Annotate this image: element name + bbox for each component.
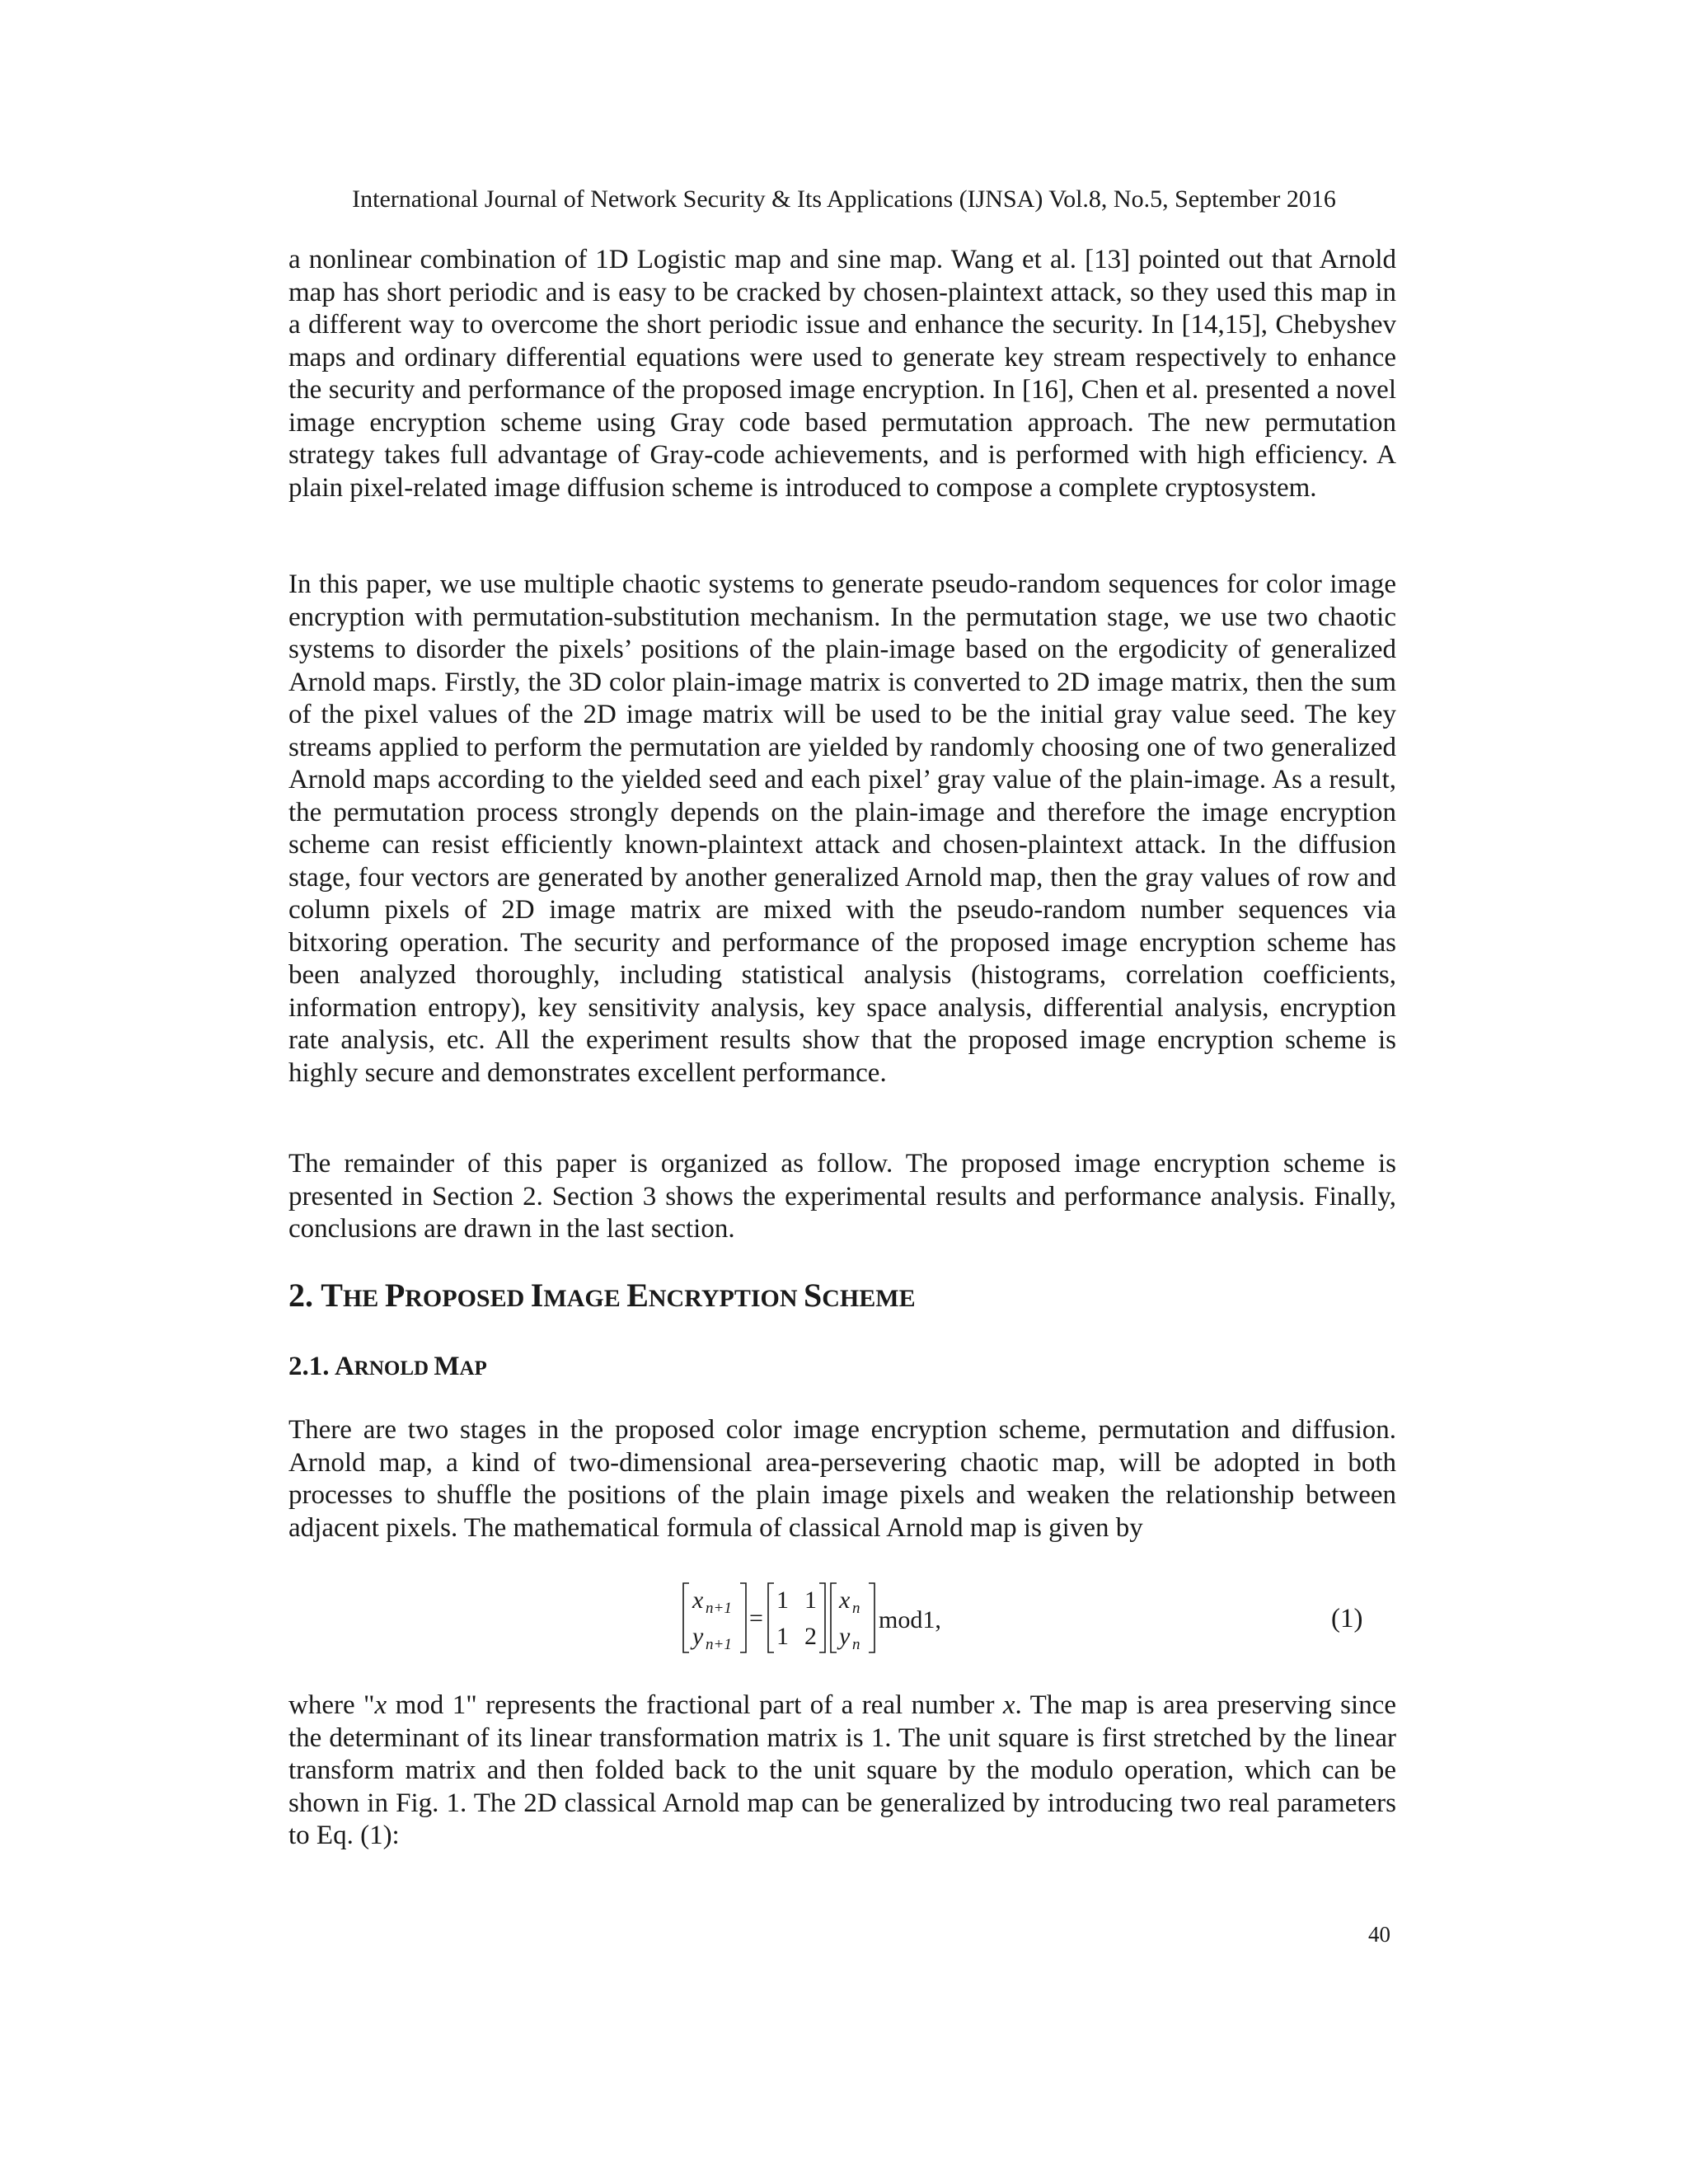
paragraph-arnold-explanation: where "x mod 1" represents the fractional part of a real number x. The map is area preserving since the determinant of its linear transformation matrix is 1. The unit square is first stretched by the linear transform matrix and then folded back to the unit square by the modulo operation, which can be shown in Fig. 1. The 2D classical Arnold map can be generalized by introducing two real parameters to Eq. (1): [288,1690,1396,1850]
paragraph-contribution: In this paper, we use multiple chaotic systems to generate pseudo-random sequences for color image encryption with permutation-substitution mechanism. In the permutation stage, we use two chaotic systems to disorder the pixels’ positions of the plain-image based on the ergodicity of generalized Arnold maps. Firstly, the 3D color plain-image matrix is converted to 2D image matrix, then the sum of the pixel values of the 2D image matrix will be used to be the initial gray value seed. The key streams applied to perform the permutation are yielded by randomly choosing one of two generalized Arnold maps according to the yielded seed and each pixel’ gray value of the plain-image. As a result, the permutation process strongly depends on the plain-image and therefore the image encryption scheme can resist efficiently known-plaintext attack and chosen-plaintext attack. In the diffusion stage, four vectors are generated by another generalized Arnold map, then the gray values of row and column pixels of 2D image matrix are mixed with the pseudo-random number sequences via bitxoring operation. The security and performance of the proposed image encryption scheme has been analyzed thoroughly, including statistical analysis (histograms, correlation coefficients, information entropy), key sensitivity analysis, key space analysis, differential analysis, encryption rate analysis, etc. All the experiment results show that the proposed image encryption scheme is highly secure and demonstrates excellent performance. [288,569,1396,1088]
rhs-y-symbol: y [839,1623,851,1650]
running-header: International Journal of Network Security & Its Applications (IJNSA) Vol.8, No.5, September 2016 [352,185,1336,213]
rhs-y-subscript: n [852,1636,860,1653]
page-number: 40 [1368,1922,1390,1947]
matrix-entry-12: 1 [804,1586,817,1614]
section-heading-2: 2. THE PROPOSED IMAGE ENCRYPTION SCHEME [288,1277,916,1314]
paragraph-arnold-intro: There are two stages in the proposed color image encryption scheme, permutation and diffusion. Arnold map, a kind of two-dimensional area-persevering chaotic map, will be adopted in both processes to shuffle the positions of the plain image pixels and weaken the relationship between adjacent pixels. The mathematical formula of classical Arnold map is given by [288,1415,1396,1543]
subsection-heading-2-1: 2.1. ARNOLD MAP [288,1352,487,1381]
rhs-x-subscript: n [852,1600,860,1617]
equation-1 [681,1577,978,1659]
lhs-x-symbol: x [692,1586,704,1614]
equals-sign: = [749,1605,763,1632]
mod-text: mod1, [879,1606,941,1633]
lhs-x-subscript: n+1 [706,1600,732,1617]
matrix-entry-22: 2 [804,1623,817,1650]
lhs-y-subscript: n+1 [706,1636,732,1653]
matrix-entry-11: 1 [776,1586,789,1614]
equation-number: (1) [1331,1604,1363,1633]
paragraph-related-work: a nonlinear combination of 1D Logistic map and sine map. Wang et al. [13] pointed out that Arnold map has short periodic and is easy to be cracked by chosen-plaintext attack, so they used this map in a different way to overcome the short periodic issue and enhance the security. In [14,15], Chebyshev maps and ordinary differential equations were used to generate key stream respectively to enhance the security and performance of the proposed image encryption. In [16], Chen et al. presented a novel image encryption scheme using Gray code based permutation approach. The new permutation strategy takes full advantage of Gray-code achievements, and is performed with high efficiency. A plain pixel-related image diffusion scheme is introduced to compose a complete cryptosystem. [288,245,1396,503]
rhs-x-symbol: x [839,1586,851,1614]
paragraph-organization: The remainder of this paper is organized as follow. The proposed image encryption scheme is presented in Section 2. Section 3 shows the experimental results and performance analysis. Finally, conclusions are drawn in the last section. [288,1149,1396,1244]
matrix-entry-21: 1 [776,1623,789,1650]
lhs-y-symbol: y [692,1623,704,1650]
